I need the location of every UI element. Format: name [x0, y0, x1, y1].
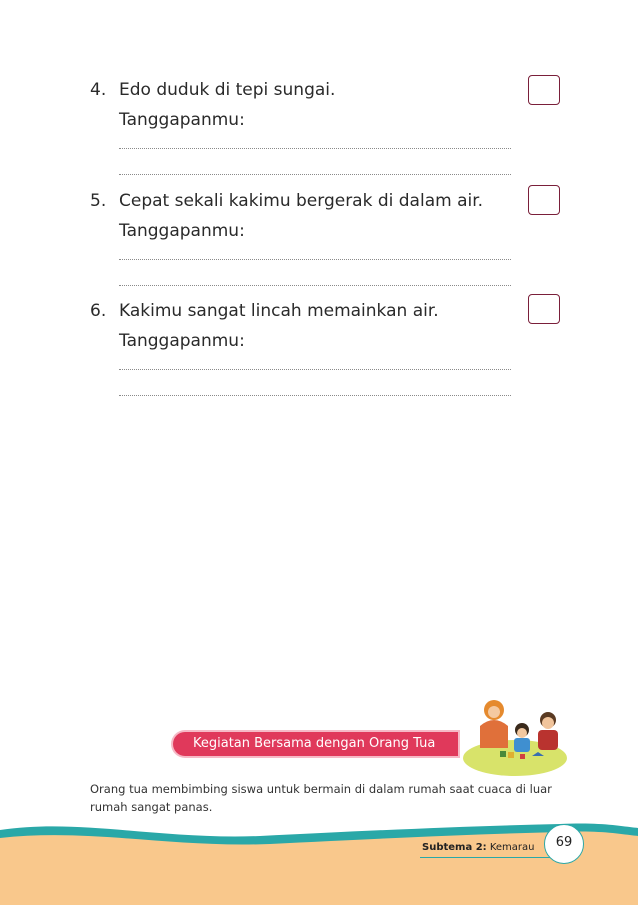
- answer-line[interactable]: [119, 285, 511, 286]
- footer-wave: [0, 820, 638, 905]
- answer-line[interactable]: [119, 174, 511, 175]
- activity-banner: [173, 732, 458, 756]
- item-sentence: Edo duduk di tepi sungai.: [119, 80, 336, 100]
- activity-title: Kegiatan Bersama dengan Orang Tua: [193, 736, 436, 751]
- subtema-name: Kemarau: [489, 842, 535, 853]
- subtema-underline: [420, 857, 552, 858]
- page-number: 69: [544, 824, 584, 864]
- item-sentence: Cepat sekali kakimu bergerak di dalam air.: [119, 191, 484, 211]
- checkbox[interactable]: [528, 75, 560, 105]
- answer-line[interactable]: [119, 148, 511, 149]
- item-prompt: Tanggapanmu:: [119, 331, 245, 351]
- answer-line[interactable]: [119, 369, 511, 370]
- item-number: 5.: [90, 191, 107, 211]
- item-number: 6.: [90, 301, 107, 321]
- answer-line[interactable]: [119, 395, 511, 396]
- subtema-label: [422, 842, 535, 853]
- checkbox[interactable]: [528, 294, 560, 324]
- checkbox[interactable]: [528, 185, 560, 215]
- item-number: 4.: [90, 80, 107, 100]
- item-prompt: Tanggapanmu:: [119, 221, 245, 241]
- family-illustration: [460, 696, 570, 778]
- item-prompt: Tanggapanmu:: [119, 110, 245, 130]
- answer-line[interactable]: [119, 259, 511, 260]
- activity-description: Orang tua membimbing siswa untuk bermain di dalam rumah saat cuaca di luar rumah sangat panas.: [90, 782, 552, 814]
- subtema-prefix: Subtema 2:: [422, 842, 487, 853]
- item-sentence: Kakimu sangat lincah memainkan air.: [119, 301, 439, 321]
